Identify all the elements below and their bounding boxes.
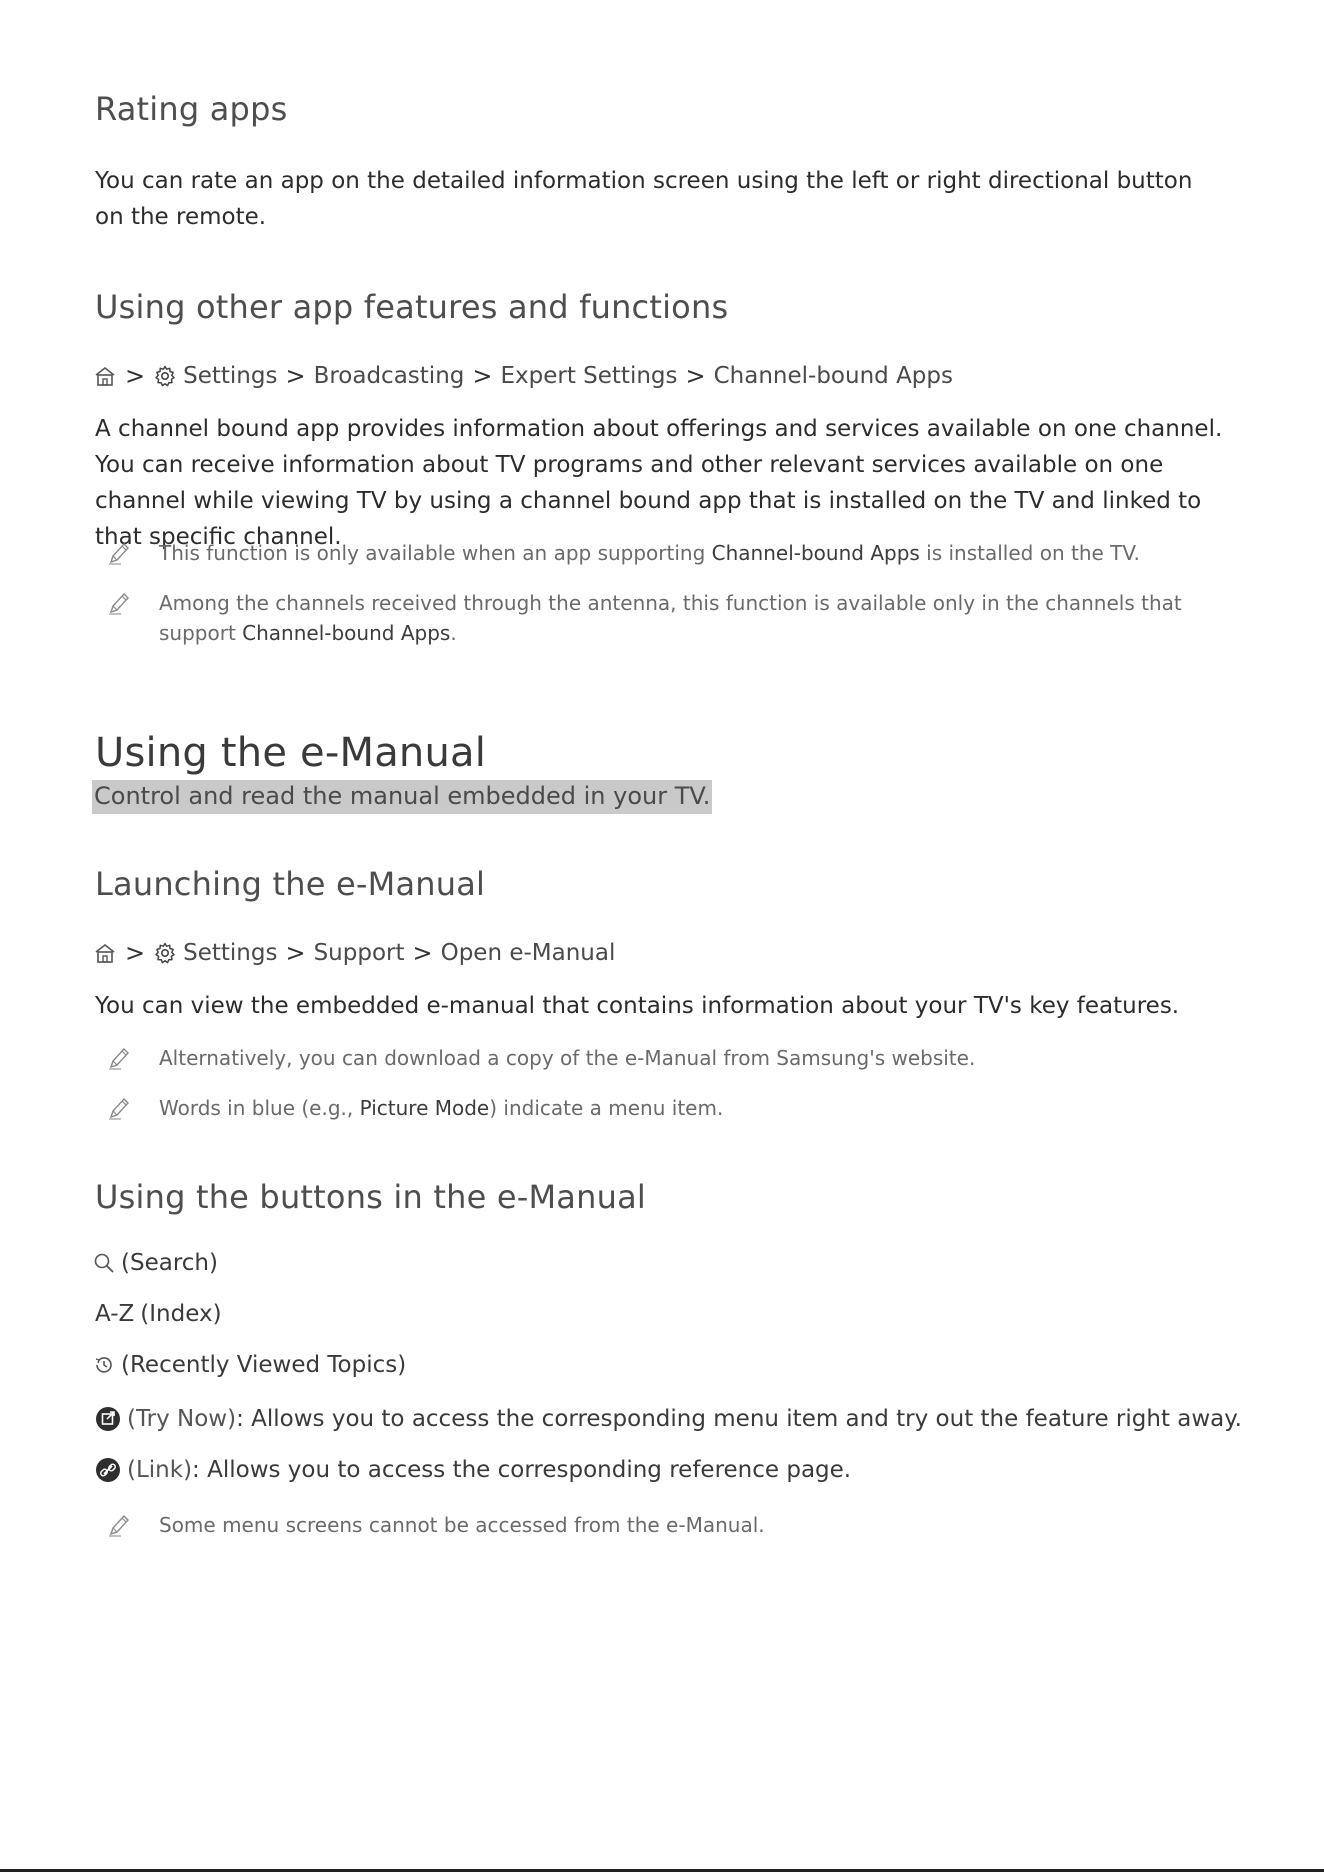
note-text-post: . (450, 621, 457, 645)
note-pencil-icon (107, 1045, 131, 1071)
menu-item-channel-bound-apps: Channel-bound Apps (242, 621, 451, 645)
chevron-right-icon: > (285, 939, 306, 967)
note-text (159, 538, 1140, 568)
menu-item-picture-mode: Picture Mode (359, 1096, 490, 1120)
note-pencil-icon (107, 590, 131, 616)
button-label-index: (Index) (140, 1301, 222, 1327)
chapter-subtitle: Control and read the manual embedded in your TV. (92, 780, 712, 814)
breadcrumb-channel-bound (93, 362, 953, 390)
section-title-launching: Launching the e-Manual (95, 865, 486, 903)
try-now-icon (95, 1406, 121, 1432)
breadcrumb-open-e-manual (93, 939, 615, 967)
button-label-search: (Search) (121, 1250, 218, 1276)
note-pencil-icon (107, 1095, 131, 1121)
note-text-pre: Words in blue (e.g., (159, 1096, 360, 1120)
note-pencil-icon (107, 540, 131, 566)
chapter-subtitle-band (92, 780, 712, 814)
chevron-right-icon: > (472, 362, 493, 390)
note-text-post: is installed on the TV. (919, 541, 1140, 565)
gear-icon (153, 941, 177, 965)
section-title-buttons: Using the buttons in the e-Manual (95, 1178, 646, 1216)
breadcrumb-channel-bound-apps[interactable]: Channel-bound Apps (713, 363, 953, 389)
button-row-index (95, 1301, 222, 1327)
breadcrumb-support[interactable]: Support (313, 940, 405, 966)
button-label-recent: (Recently Viewed Topics) (121, 1352, 407, 1378)
note-text-post: ) indicate a menu item. (489, 1096, 724, 1120)
index-az-icon: A-Z (95, 1301, 135, 1327)
section-title-rating-apps: Rating apps (95, 90, 288, 128)
history-icon (93, 1354, 115, 1376)
button-desc-link: : Allows you to access the corresponding reference page. (192, 1457, 852, 1483)
chevron-right-icon: > (685, 362, 706, 390)
button-label-try-now: (Try Now) (127, 1406, 237, 1432)
home-icon (93, 364, 117, 388)
note-text (159, 588, 1235, 648)
note-channel-bound-1 (95, 538, 1235, 568)
channel-bound-description: A channel bound app provides information about offerings and services available on one channel. You can receive information about TV programs and other relevant services available on one channel while viewing TV by using a channel bound app that is installed on the TV and linked to that specific channel. (95, 416, 1223, 550)
note-text-pre: This function is only available when an app supporting (159, 541, 712, 565)
menu-item-channel-bound-apps: Channel-bound Apps (711, 541, 920, 565)
breadcrumb-open-e-manual-item[interactable]: Open e-Manual (440, 940, 616, 966)
note-pencil-icon (107, 1512, 131, 1538)
note-menu-screens (95, 1510, 1235, 1540)
gear-icon (153, 364, 177, 388)
note-channel-bound-2 (95, 588, 1235, 648)
search-icon (93, 1252, 115, 1274)
button-label-link: (Link) (127, 1457, 193, 1483)
button-row-recent (93, 1352, 406, 1378)
rating-apps-description: You can rate an app on the detailed information screen using the left or right directional button on the remote. (95, 168, 1193, 230)
note-text: Some menu screens cannot be accessed from the e-Manual. (159, 1513, 765, 1537)
chevron-right-icon: > (285, 362, 306, 390)
breadcrumb-expert-settings[interactable]: Expert Settings (500, 363, 678, 389)
button-row-link (95, 1457, 851, 1483)
button-row-search (93, 1250, 218, 1276)
section-title-other-features: Using other app features and functions (95, 288, 729, 326)
home-icon (93, 941, 117, 965)
button-row-try-now (95, 1406, 1242, 1432)
chevron-right-icon: > (125, 362, 146, 390)
chevron-right-icon: > (125, 939, 146, 967)
note-text: Alternatively, you can download a copy of the e-Manual from Samsung's website. (159, 1046, 976, 1070)
note-text-pre: Among the channels received through the antenna, this function is available only in the channels that support (159, 591, 1182, 645)
chapter-title-e-manual: Using the e-Manual (95, 730, 487, 776)
link-icon (95, 1457, 121, 1483)
chevron-right-icon: > (412, 939, 433, 967)
note-blue-words (95, 1093, 1235, 1123)
button-desc-try-now: : Allows you to access the corresponding menu item and try out the feature right away. (236, 1406, 1242, 1432)
note-text (159, 1093, 723, 1123)
breadcrumb-broadcasting[interactable]: Broadcasting (313, 363, 465, 389)
note-download (95, 1043, 1235, 1073)
breadcrumb-settings[interactable]: Settings (183, 940, 278, 966)
breadcrumb-settings[interactable]: Settings (183, 363, 278, 389)
launching-description: You can view the embedded e-manual that contains information about your TV's key features. (95, 993, 1180, 1019)
